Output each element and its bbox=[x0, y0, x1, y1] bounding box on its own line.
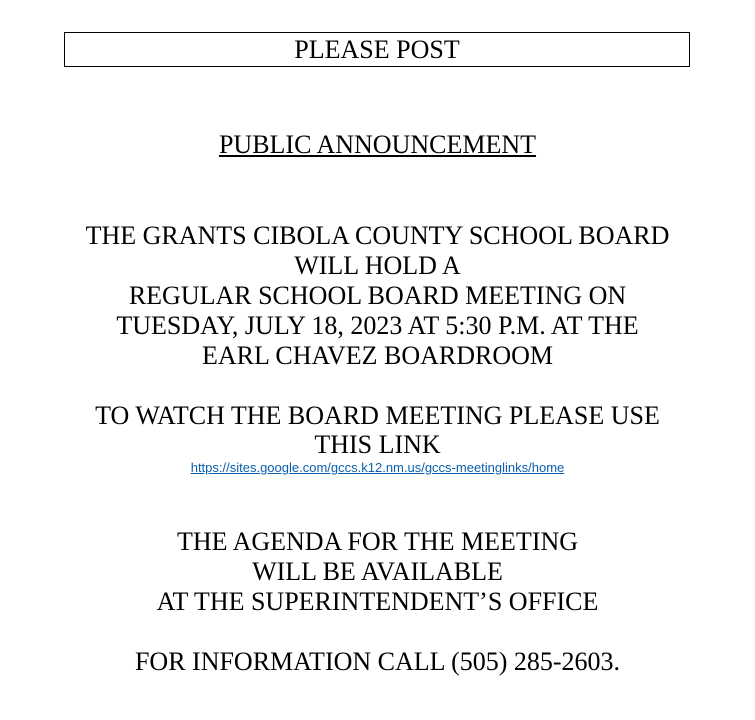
watch-line-2: THIS LINK bbox=[314, 430, 441, 459]
info-phone-line: FOR INFORMATION CALL (505) 285-2603. bbox=[134, 647, 621, 676]
meeting-line-2: WILL HOLD A bbox=[294, 251, 461, 280]
announcement-title: PUBLIC ANNOUNCEMENT bbox=[218, 130, 537, 159]
please-post-box bbox=[64, 32, 690, 67]
agenda-line-1: THE AGENDA FOR THE MEETING bbox=[176, 527, 579, 556]
meeting-link[interactable]: https://sites.google.com/gccs.k12.nm.us/gccs-meetinglinks/home bbox=[190, 460, 565, 475]
please-post-label: PLEASE POST bbox=[294, 35, 460, 64]
agenda-line-2: WILL BE AVAILABLE bbox=[252, 557, 503, 586]
agenda-line-3: AT THE SUPERINTENDENT’S OFFICE bbox=[156, 587, 599, 616]
meeting-line-1: THE GRANTS CIBOLA COUNTY SCHOOL BOARD bbox=[85, 221, 670, 250]
meeting-line-3: REGULAR SCHOOL BOARD MEETING ON bbox=[128, 281, 627, 310]
meeting-line-5: EARL CHAVEZ BOARDROOM bbox=[201, 341, 554, 370]
watch-line-1: TO WATCH THE BOARD MEETING PLEASE USE bbox=[95, 401, 660, 430]
meeting-line-4: TUESDAY, JULY 18, 2023 AT 5:30 P.M. AT THE bbox=[116, 311, 639, 340]
